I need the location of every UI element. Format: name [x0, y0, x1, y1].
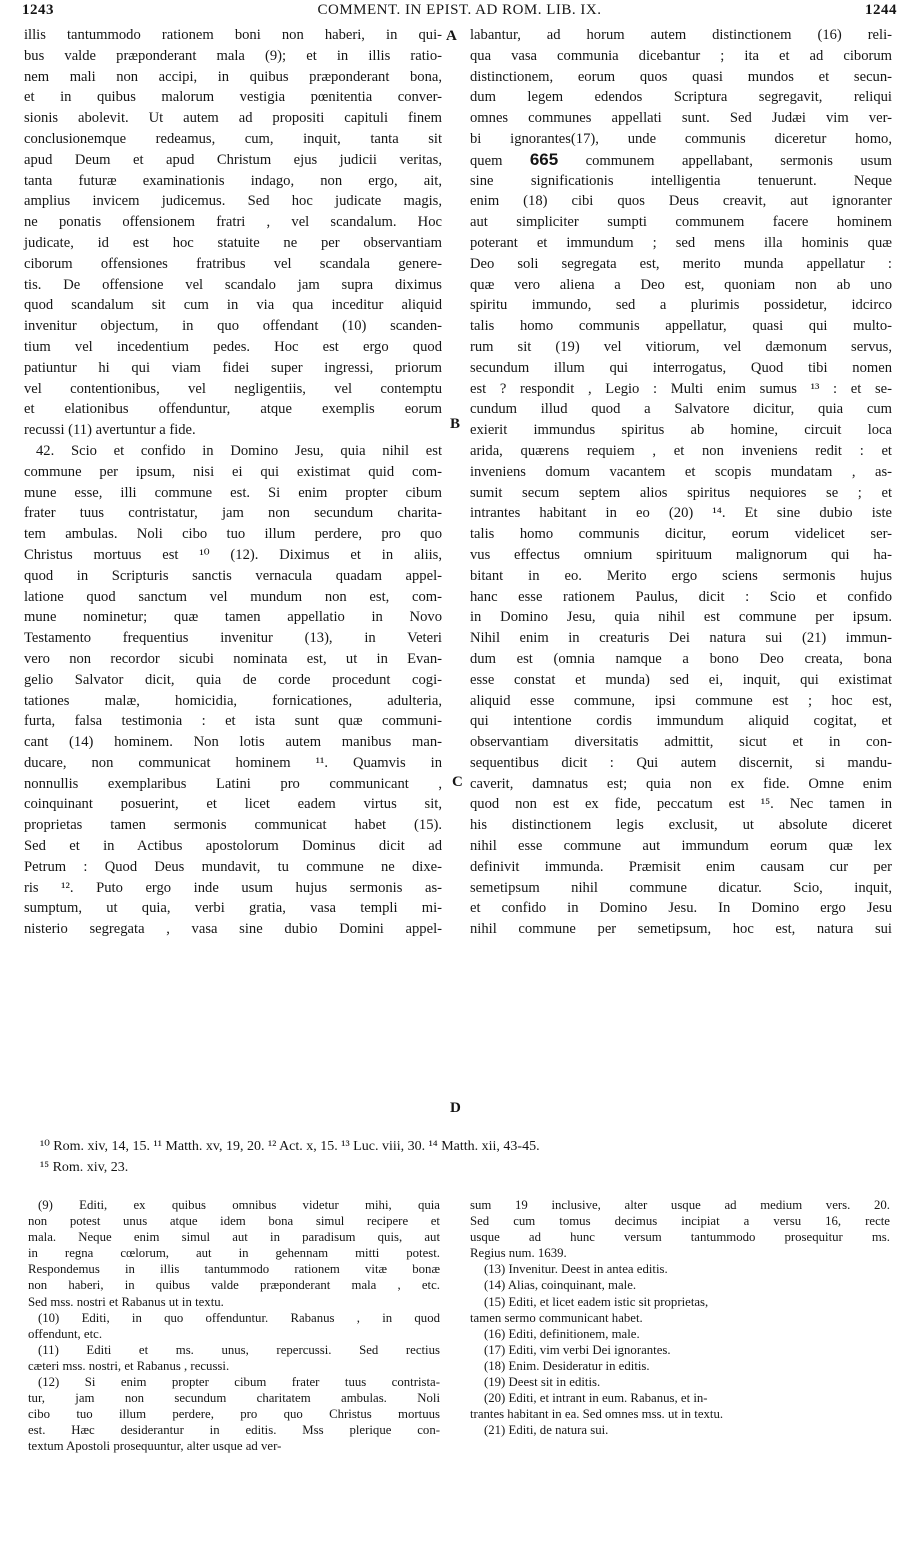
text-line: tur, jam non secundum charitatem ambulas. Noli [28, 1391, 440, 1406]
text-line: tem ambulas. Noli cibo tuo illum perdere, pro quo [24, 526, 442, 543]
text-line: (11) Editi et ms. unus, repercussi. Sed rectius [38, 1342, 440, 1357]
text-line: ris ¹². Puto ergo inde usum hujus sermonis as- [24, 879, 442, 896]
text-line: commune per ipsum, nisi ei qui existimat quid com- [24, 463, 442, 480]
text-line: cundum illud quod a Salvatore dicitur, quia cum [470, 401, 892, 418]
text-line: arida, quærens requiem , et non inveniens redit : et [470, 442, 892, 459]
text-line: ne ponatis offensionem fratri , vel scandalum. Hoc [24, 214, 442, 231]
text-line: ciborum offensiones fratribus vel scandala genere- [24, 255, 442, 272]
text-line: sequentibus dicit : Qui autem discernit, si mandu- [470, 754, 892, 771]
text-line: semetipsum nihil commune dicatur. Scio, inquit, [470, 879, 892, 896]
text-line: sionis abolevit. Ut autem ad propositi capituli finem [24, 110, 442, 127]
text-line: offendunt, etc. [28, 1326, 103, 1341]
text-line: (19) Deest sit in editis. [484, 1375, 601, 1390]
text-line: caverit, damnatus est; quia non ex fide. Omne enim [470, 775, 892, 792]
text-line: tis. De offensione vel scandalo jam supra diximus [24, 276, 442, 293]
text-line: recussi (11) avertuntur a fide. [24, 422, 196, 439]
text-line: (14) Alias, coinquinant, male. [484, 1278, 637, 1293]
running-title: COMMENT. IN EPIST. AD ROM. LIB. IX. [317, 2, 602, 18]
text-line: Sed cum tomus decimus incipiat a versu 16, recte [470, 1214, 890, 1229]
text-line: coinquinant posuerint, et licet eadem virtus sit, [24, 796, 442, 813]
text-line: quæ vero aliena a Deo est, quoniam non ab uno [470, 276, 892, 293]
text-line: rum sit (19) vel vitiorum, vel dæmonum servus, [470, 338, 892, 355]
text-line: usque ad hunc versum tantummodo prosequitur ms. [470, 1230, 890, 1245]
text-line: qua vasa communia dicebantur ; ita et ad ciborum [470, 47, 892, 64]
text-line: nihil esse commune aut immundum eorum quæ lex [470, 838, 892, 855]
text-line: tanta futuræ examinationis indago, non ergo, ait, [24, 172, 442, 189]
text-line: gelio Salvator dicit, quia de corde procedunt cogi- [24, 671, 442, 688]
text-line: aut simpliciter sumpti communem facere hominem [470, 214, 892, 231]
text-line: sine significationis intelligentia tenuerunt. Neque [470, 172, 892, 189]
text-line: et in quibus malorum vestigia pœnitentia conver- [24, 89, 442, 106]
text-line: his distinctionem legis exclusit, ut absolute diceret [470, 817, 892, 834]
text-line: (20) Editi, et intrant in eum. Rabanus, et in- [484, 1391, 708, 1406]
text-line: nem mali non accipi, in quibus præponderant bona, [24, 68, 442, 85]
text-line: cæteri mss. nostri, et Rabanus , recussi. [28, 1358, 230, 1373]
text-line: invenitur objectum, in quo offendant (10) scanden- [24, 318, 442, 335]
text-line: tamen sermo communicant habet. [470, 1310, 643, 1325]
text-line: sum 19 inclusive, alter usque ad medium vers. 20. [470, 1198, 890, 1212]
margin-letter-a: A [446, 28, 457, 44]
text-line: et elationibus offenduntur, atque exemplis eorum [24, 401, 442, 418]
text-line: aliquid esse commune, ipsi commune est ; hoc est, [470, 692, 892, 709]
text-line: Regius num. 1639. [470, 1246, 567, 1261]
text-line: (15) Editi, et licet eadem istic sit proprietas, [484, 1294, 709, 1309]
text-line: tationes malæ, homicidia, fornicationes, adulteria, [24, 692, 442, 709]
text-line: vel contentionibus, vel negligentiis, vel contemptu [24, 380, 442, 397]
text-line: patiuntur hi qui viam fidei super ingressi, priorum [24, 359, 442, 376]
text-line: furta, falsa testimonia : et ista sunt quæ communi- [24, 713, 442, 730]
text-line: mala. Neque enim simul aut in paradisum quis, aut [28, 1230, 440, 1245]
text-line: proprietas tamen sermonis communicat habet (15). [24, 817, 442, 834]
margin-letter-c: C [452, 774, 463, 790]
text-line: vus effectus omnium spirituum malignorum qui ha- [470, 546, 892, 563]
text-line: spiritu immundo, sed a plurimis possidetur, idcirco [470, 297, 892, 314]
text-line: (10) Editi, in quo offenduntur. Rabanus , in quod [38, 1310, 440, 1325]
text-line: Nihil enim in creaturis Dei natura sui (21) immun- [470, 630, 892, 647]
text-line: apud Deum et apud Christum ejus judicii veritas, [24, 151, 442, 168]
text-line: inveniens domum vacantem et scopis mundatam , as- [470, 463, 892, 480]
text-line: omnes communes appellati sunt. Sed Judæi vim ver- [470, 110, 892, 127]
text-line: (21) Editi, de natura sui. [484, 1423, 609, 1438]
running-header [22, 2, 897, 24]
text-line: definivit immunda. Præmisit enim causam cur per [470, 858, 892, 875]
text-line: labantur, ad horum autem distinctionem (16) reli- [470, 27, 892, 43]
text-line: tium vel incedentium pedes. Hoc est ergo quod [24, 338, 442, 355]
text-line: nonnullis exemplaribus Latini pro communicant , [24, 775, 442, 792]
text-line: ducare, non communicat hominem ¹¹. Quamvis in [24, 754, 442, 771]
text-line: nihil commune per semetipsum, hoc est, natura sui [470, 921, 892, 938]
text-line: bus valde præponderant mala (9); et in illis ratio- [24, 47, 442, 64]
text-line: Testamento frequentius invenitur (13), in Veteri [24, 630, 442, 647]
text-line: latione quod sanctum vel mundum non est, com- [24, 588, 442, 605]
text-line: (12) Si enim propter cibum frater tuus contrista- [38, 1375, 440, 1390]
text-line: mune nominetur; quæ tamen appellatio in Novo [24, 609, 442, 626]
column-number: 665 [529, 149, 559, 169]
text-line: conclusionemque redeamus, cum, inquit, tanta sit [24, 130, 442, 147]
text-line: (17) Editi, vim verbi Dei ignorantes. [484, 1342, 671, 1357]
text-line: (13) Invenitur. Deest in antea editis. [484, 1262, 668, 1277]
text-line: esse constat et munda) sed ei, inquit, qui existimat [470, 671, 892, 688]
text-line: (16) Editi, definitionem, male. [484, 1326, 640, 1341]
text-line: Christus mortuus est ¹⁰ (12). Diximus et in aliis, [24, 546, 442, 563]
margin-letter-d: D [450, 1100, 461, 1116]
text-line: quod non est ex fide, peccatum est ¹⁵. Nec tamen in [470, 796, 892, 813]
text-line: hanc esse rationem Paulus, dicit : Scio et confido [470, 588, 892, 605]
text-line: quod scandalum sit cum in via qua inceditur aliquid [24, 297, 442, 314]
scripture-references [40, 1137, 895, 1179]
text-line: secundum illum qui interrogatus, Quod tibi nomen [470, 359, 892, 376]
text-line: in Domino Jesu, quia nihil est commune per ipsum. [470, 609, 892, 626]
text-line: sumptum, ut quia, verbi gratia, vasa templi mi- [24, 900, 442, 917]
text-line: vero non recordor sicubi nominata est, ut in Evan- [24, 650, 442, 667]
text-line: mune esse, illi commune est. Si enim propter cibum [24, 484, 442, 501]
text-line: talis homo communis dicitur, eorum videlicet ser- [470, 526, 892, 543]
text-line: Petrum : Quod Deus mundavit, tu commune ne dixe- [24, 858, 442, 875]
text-line: bi ignorantes(17), unde communis diceretur homo, [470, 130, 892, 147]
text-line: enim (18) cibi quos Deus creavit, aut ignoranter [470, 193, 892, 210]
text-line: dum legem edendos Scriptura segregavit, reliqui [470, 89, 892, 106]
text-line: non haberi, in quibus valde præponderant mala , etc. [28, 1278, 440, 1293]
footnotes-left [28, 1197, 440, 1455]
text-line: poterant et immundum ; sed mens illa hominis quæ [470, 234, 892, 251]
left-page-number: 1243 [22, 2, 54, 18]
text-line: intrantes habitant in eo (20) ¹⁴. Et sine dubio iste [470, 505, 892, 522]
text-line: quem 665 communem appellabant, sermonis usum [470, 149, 892, 169]
text-line: dum est (omnia namque a bono Deo creata, bona [470, 650, 892, 667]
text-line: distinctionem, eorum quos quasi mundos et secun- [470, 68, 892, 85]
text-line: non potest unus atque idem bona simul recipere et [28, 1214, 440, 1229]
text-line: 42. Scio et confido in Domino Jesu, quia nihil est [36, 442, 442, 459]
text-line: talis homo communis appellatur, quasi qui multo- [470, 318, 892, 335]
text-line: ¹⁰ Rom. xiv, 14, 15. ¹¹ Matth. xv, 19, 20. ¹² Act. x, 15. ¹³ Luc. viii, 30. ¹⁴ Matth. xii, 43-45. [40, 1139, 540, 1154]
text-line: frater tuus contristatur, jam non secundum charita- [24, 505, 442, 522]
text-line: ¹⁵ Rom. xiv, 23. [40, 1159, 129, 1175]
text-line: bitant in eo. Merito ergo sciens sermonis hujus [470, 567, 892, 584]
text-line: textum Apostoli prosequuntur, alter usque ad ver- [28, 1439, 282, 1454]
text-line: quod in Scripturis sanctis vernacula quadam appel- [24, 567, 442, 584]
text-line: cibo tuo illum perdere, pro quo Christus mortuus [28, 1407, 440, 1422]
text-line: in regna cœlorum, aut in gehennam mitti potest. [28, 1246, 440, 1261]
text-line: Sed et in Actibus apostolorum Dominus dicit ad [24, 838, 442, 855]
text-line: trantes habitant in ea. Sed omnes mss. ut in textu. [470, 1407, 724, 1422]
text-line: qui intentione cordis immundum aliquid cogitat, et [470, 713, 892, 730]
right-column-text [470, 25, 892, 940]
left-column-text [24, 25, 442, 940]
text-line: sumit secum septem alios spiritus nequiores se ; et [470, 484, 892, 501]
text-line: et confido in Domino Jesu. In Domino ergo Jesu [470, 900, 892, 917]
text-line: (18) Enim. Desideratur in editis. [484, 1358, 650, 1373]
text-line: cant (14) hominem. Non lotis autem manibus man- [24, 734, 442, 751]
text-line: illis tantummodo rationem boni non haberi, in qui- [24, 27, 442, 43]
text-line: amplius invicem judicemus. Sed hoc judicate magis, [24, 193, 442, 210]
margin-letter-b: B [450, 416, 461, 432]
right-page-number: 1244 [865, 2, 897, 18]
text-line: Sed mss. nostri et Rabanus ut in textu. [28, 1294, 224, 1309]
text-line: est ? respondit , Legio : Multi enim sumus ¹³ : et se- [470, 380, 892, 397]
text-line: judicate, id est hoc statuite ne per observantiam [24, 234, 442, 251]
footnotes-right [470, 1197, 890, 1438]
text-line: exierit immundus spiritus ab homine, circuit loca [470, 422, 892, 439]
text-line: observantiam diversitatis admittit, sicut et in con- [470, 734, 892, 751]
text-line: Respondemus in illis tantummodo rationem vitæ bonæ [28, 1262, 440, 1277]
text-line: (9) Editi, ex quibus omnibus videtur mihi, quia [38, 1198, 440, 1212]
text-line: nisterio segregata , vasa sine dubio Domini appel- [24, 921, 442, 938]
text-line: est. Hæc desiderantur in editis. Mss plerique con- [28, 1423, 440, 1438]
text-line: Deo soli segregata est, merito munda appellatur : [470, 255, 892, 272]
